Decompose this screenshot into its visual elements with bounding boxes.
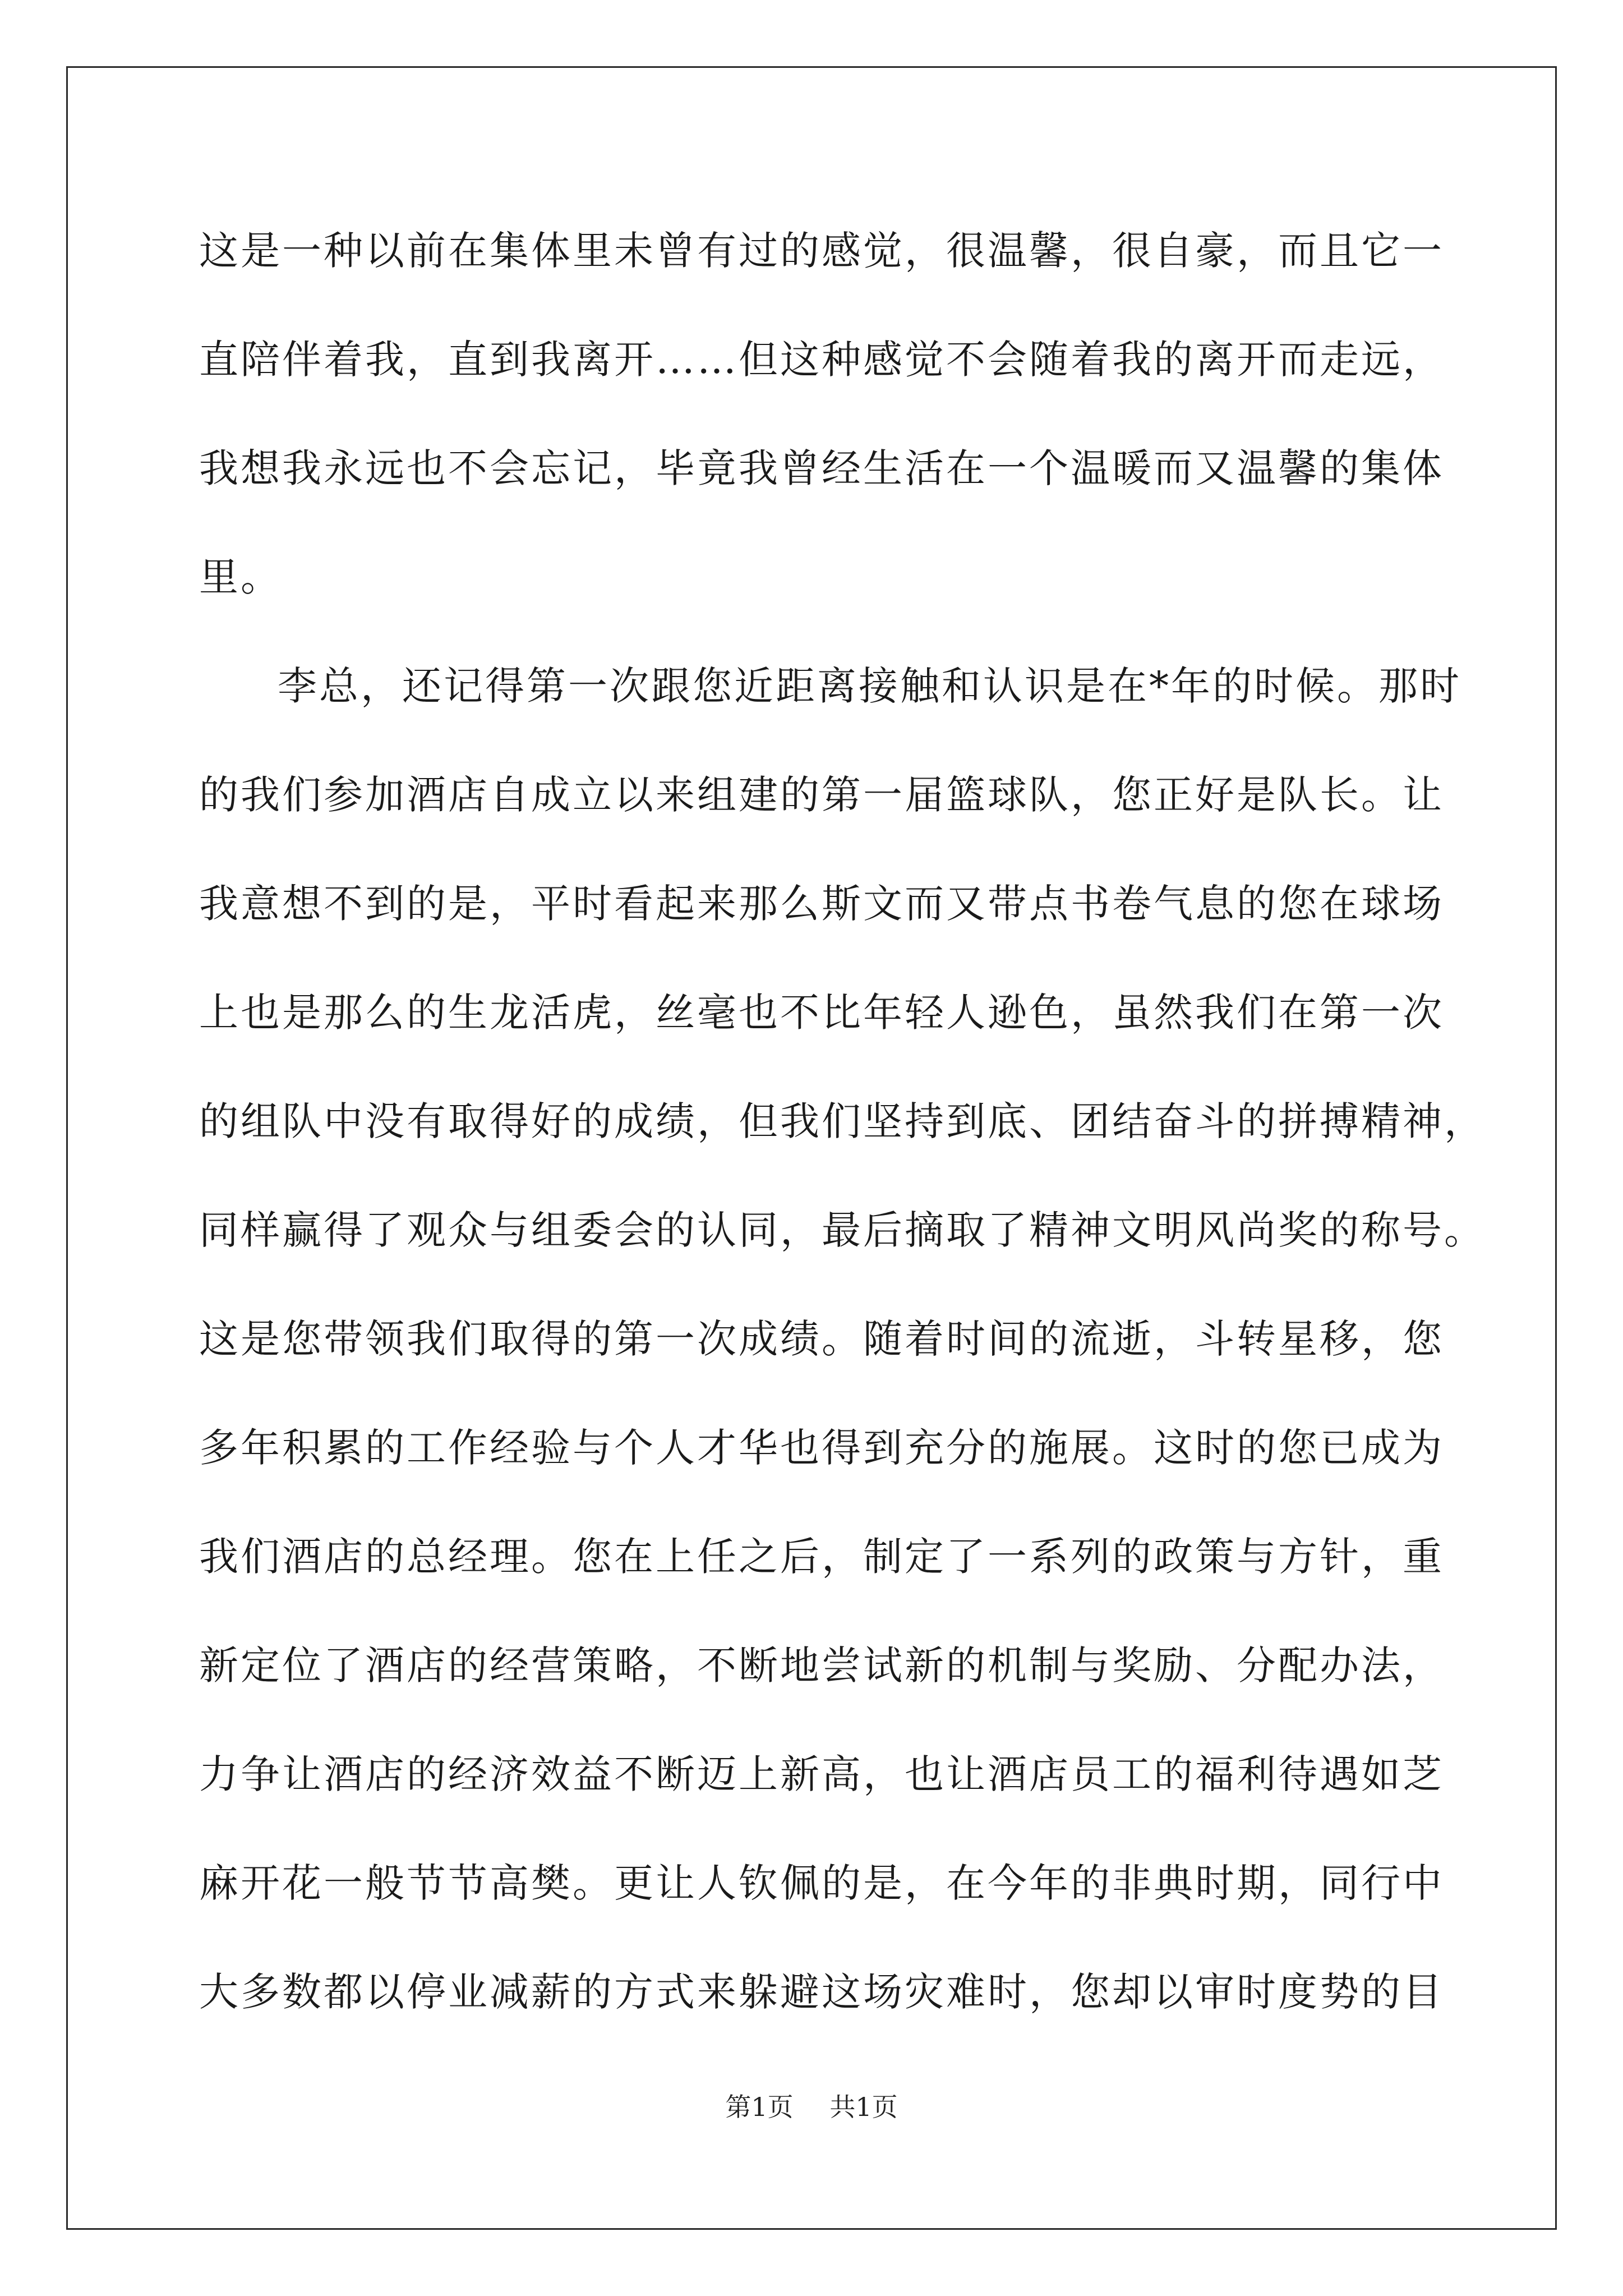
text-line: 大多数都以停业减薪的方式来躲避这场灾难时，您却以审时度势的目	[199, 1969, 1444, 2015]
text-line: 的组队中没有取得好的成绩，但我们坚持到底、团结奋斗的拼搏精神，	[199, 1098, 1486, 1144]
text-line: 麻开花一般节节高樊。更让人钦佩的是，在今年的非典时期，同行中	[199, 1860, 1444, 1906]
text-line: 我意想不到的是，平时看起来那么斯文而又带点书卷气息的您在球场	[199, 881, 1444, 927]
text-line: 多年积累的工作经验与个人才华也得到充分的施展。这时的您已成为	[199, 1425, 1444, 1471]
text-line: 这是您带领我们取得的第一次成绩。随着时间的流逝，斗转星移，您	[199, 1316, 1444, 1362]
text-line: 力争让酒店的经济效益不断迈上新高，也让酒店员工的福利待遇如芝	[199, 1751, 1444, 1797]
paragraph-start-line: 李总，还记得第一次跟您近距离接触和认识是在*年的时候。那时	[278, 663, 1461, 709]
text-line: 里。	[199, 554, 282, 600]
text-line: 同样赢得了观众与组委会的认同，最后摘取了精神文明风尚奖的称号。	[199, 1207, 1486, 1253]
page-number-current: 第1页	[725, 2092, 794, 2122]
text-line: 新定位了酒店的经营策略，不断地尝试新的机制与奖励、分配办法，	[199, 1642, 1444, 1688]
page-footer	[0, 2087, 1623, 2124]
text-line: 我想我永远也不会忘记，毕竟我曾经生活在一个温暖而又温馨的集体	[199, 445, 1444, 491]
text-line: 的我们参加酒店自成立以来组建的第一届篮球队，您正好是队长。让	[199, 772, 1444, 818]
text-line: 直陪伴着我，直到我离开……但这种感觉不会随着我的离开而走远，	[199, 337, 1444, 383]
page-number-total: 共1页	[829, 2092, 898, 2122]
document-body	[199, 196, 1486, 2046]
text-line: 这是一种以前在集体里未曾有过的感觉，很温馨，很自豪，而且它一	[199, 228, 1444, 274]
text-line: 我们酒店的总经理。您在上任之后，制定了一系列的政策与方针，重	[199, 1534, 1444, 1580]
text-line: 上也是那么的生龙活虎，丝毫也不比年轻人逊色，虽然我们在第一次	[199, 990, 1444, 1036]
